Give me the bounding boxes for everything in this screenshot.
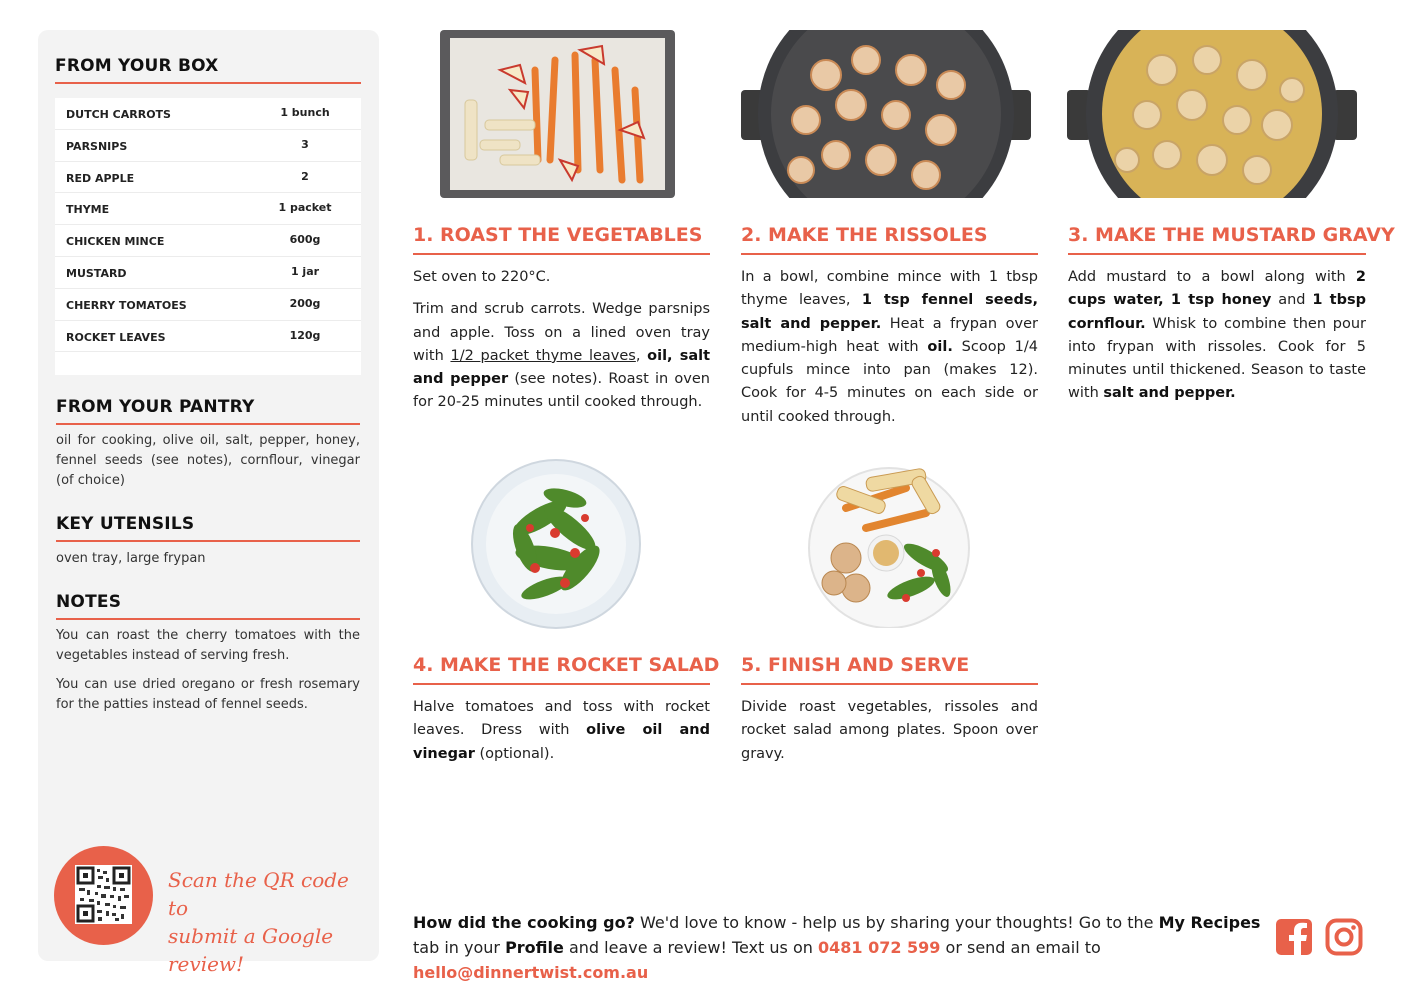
key-utensils-title: KEY UTENSILS [56, 514, 195, 534]
step-paragraph: Divide roast vegetables, rissoles and rocket salad among plates. Spoon over gravy. [741, 699, 1038, 762]
from-your-box-title: FROM YOUR BOX [55, 56, 219, 76]
text-run: Whisk to combine then pour into frypan with rissoles. Cook for 5 minutes until thickened. Season to taste with [1068, 315, 1366, 402]
table-row [55, 162, 361, 194]
ingredient-name: ROCKET LEAVES [66, 330, 166, 344]
text-run: , [635, 347, 648, 364]
from-your-pantry-title: FROM YOUR PANTRY [56, 397, 255, 417]
table-row [55, 289, 361, 321]
text-run: Halve tomatoes and toss with rocket leaves. Dress with [413, 699, 710, 739]
step-title: 4. MAKE THE ROCKET SALAD [413, 654, 720, 676]
text-run: Scoop 1/4 cupfuls mince into pan (makes 12). Cook for 4-5 minutes on each side or until cooked through. [741, 338, 1038, 425]
divider [741, 253, 1038, 255]
table-row [55, 225, 361, 257]
text-run: My Recipes [1158, 913, 1261, 932]
divider [56, 618, 360, 620]
qr-caption [168, 866, 368, 978]
step-title: 3. MAKE THE MUSTARD GRAVY [1068, 224, 1395, 246]
text-run: 1/2 packet thyme leaves [450, 347, 636, 364]
step-instructions [1068, 266, 1366, 415]
qr-caption-line: submit a Google review! [168, 924, 334, 976]
table-row [55, 130, 361, 162]
text-run: In a bowl, combine mince with 1 tbsp thyme leaves, [741, 269, 1038, 309]
divider [1068, 253, 1366, 255]
instagram-icon[interactable] [1325, 918, 1363, 956]
table-row [55, 193, 361, 225]
ingredients-table [55, 98, 361, 375]
text-run: Profile [505, 938, 564, 957]
text-run: Add mustard to a bowl along with [1068, 269, 1356, 285]
rocket-salad-photo [470, 458, 642, 630]
divider [56, 423, 360, 425]
step-paragraph [741, 266, 1038, 429]
roast-vegetables-photo [440, 30, 675, 198]
qr-code-icon [75, 865, 132, 924]
text-run: salt and pepper. [1103, 385, 1236, 402]
table-row [55, 257, 361, 289]
divider [413, 253, 710, 255]
ingredient-name: MUSTARD [66, 266, 127, 280]
ingredient-name: RED APPLE [66, 171, 135, 185]
text-run: Heat a frypan over medium-high heat with [741, 315, 1038, 355]
ingredient-name: DUTCH CARROTS [66, 108, 171, 121]
divider [56, 540, 360, 542]
step-paragraph: Set oven to 220°C. [413, 269, 551, 285]
phone-link[interactable]: 0481 072 599 [817, 938, 941, 957]
table-row [55, 98, 361, 130]
text-run: 2 cups water, 1 tsp honey [1068, 269, 1366, 309]
pantry-text: oil for cooking, olive oil, salt, pepper, honey, fennel seeds (see notes), cornflour, vinegar (of choice) [56, 433, 360, 488]
text-run: tab in your [413, 938, 506, 957]
step-instructions [741, 266, 1038, 438]
step-title: 2. MAKE THE RISSOLES [741, 224, 988, 246]
ingredient-qty: 3 [301, 137, 309, 151]
ingredient-qty: 1 packet [278, 201, 332, 215]
ingredient-qty: 1 bunch [280, 106, 330, 119]
text-run: oil, salt and pepper [413, 347, 711, 388]
step-paragraph [1068, 266, 1366, 406]
table-row [55, 321, 361, 353]
text-run: and [1271, 292, 1313, 309]
ingredient-qty: 1 jar [290, 264, 320, 278]
text-run: or send an email to [940, 938, 1101, 957]
text-run: 1 tsp fennel seeds, salt and pepper. [741, 292, 1038, 332]
utensils-text: oven tray, large frypan [56, 551, 206, 566]
text-run: oil. [927, 338, 953, 355]
text-run: (see notes). Roast in oven for 20-25 minutes until cooked through. [413, 371, 710, 411]
text-run: olive oil and vinegar [413, 722, 710, 762]
note-text: You can use dried oregano or fresh rosemary for the patties instead of fennel seeds. [56, 677, 360, 712]
step-instructions [413, 266, 710, 424]
step-paragraph [413, 696, 710, 766]
step-instructions [741, 696, 1038, 775]
note-text: You can roast the cherry tomatoes with the vegetables instead of serving fresh. [56, 628, 360, 663]
mustard-gravy-photo [1067, 30, 1357, 198]
ingredient-name: PARSNIPS [66, 139, 128, 153]
step-title: 5. FINISH AND SERVE [741, 654, 970, 676]
step-instructions [413, 696, 710, 775]
ingredient-qty: 200g [289, 296, 321, 310]
text-run: Trim and scrub carrots. Wedge parsnips and apple. Toss on a lined oven tray with [413, 301, 710, 364]
step-paragraph [413, 298, 710, 414]
text-run: How did the cooking go? [413, 913, 635, 932]
qr-caption-line: Scan the QR code to [168, 868, 349, 920]
text-run: We'd love to know - help us by sharing your thoughts! Go to the [634, 913, 1159, 932]
ingredient-name: THYME [66, 203, 110, 217]
email-link[interactable]: hello@dinnertwist.com.au [413, 963, 649, 982]
finished-plate-photo [806, 458, 972, 628]
ingredient-qty: 2 [301, 169, 309, 183]
ingredient-qty: 600g [289, 233, 321, 247]
divider [741, 683, 1038, 685]
text-run: (optional). [474, 745, 555, 762]
step-title: 1. ROAST THE VEGETABLES [413, 224, 703, 246]
divider [55, 82, 361, 84]
facebook-icon[interactable] [1275, 918, 1313, 956]
ingredient-qty: 120g [289, 328, 321, 342]
qr-code-badge[interactable] [54, 846, 153, 945]
notes-title: NOTES [56, 592, 122, 612]
ingredient-name: CHICKEN MINCE [66, 235, 165, 249]
divider [413, 683, 710, 685]
text-run: and leave a review! Text us on [563, 938, 818, 957]
feedback-footer [413, 910, 1263, 985]
rissoles-pan-photo [741, 30, 1031, 198]
ingredient-name: CHERRY TOMATOES [66, 298, 187, 312]
text-run: 1 tbsp cornflour. [1068, 292, 1367, 332]
